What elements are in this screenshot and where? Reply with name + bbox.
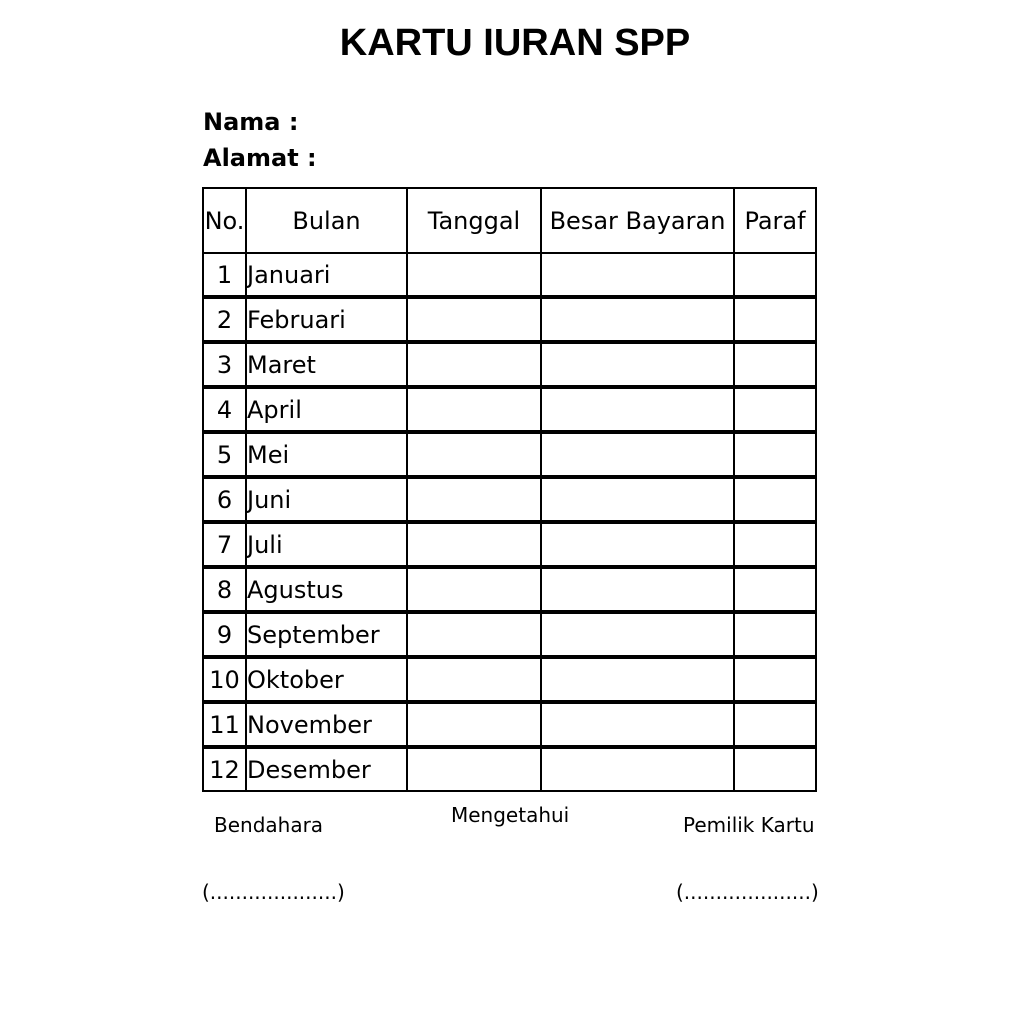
row-number: 1 bbox=[203, 253, 246, 297]
row-number: 10 bbox=[203, 657, 246, 702]
table-row bbox=[203, 253, 816, 297]
table-row bbox=[203, 387, 816, 432]
besar-bayaran-cell bbox=[541, 522, 734, 567]
tanggal-cell bbox=[407, 567, 541, 612]
tanggal-cell bbox=[407, 612, 541, 657]
row-number: 5 bbox=[203, 432, 246, 477]
tanggal-cell bbox=[407, 522, 541, 567]
row-number: 3 bbox=[203, 342, 246, 387]
payment-table bbox=[202, 187, 817, 792]
table-row bbox=[203, 657, 816, 702]
row-number: 4 bbox=[203, 387, 246, 432]
besar-bayaran-cell bbox=[541, 657, 734, 702]
row-month: Desember bbox=[246, 747, 407, 791]
row-month: Mei bbox=[246, 432, 407, 477]
signature-line-bendahara: (....................) bbox=[202, 880, 345, 904]
nama-label: Nama : bbox=[203, 108, 299, 136]
row-month: September bbox=[246, 612, 407, 657]
header-bulan: Bulan bbox=[246, 188, 407, 253]
tanggal-cell bbox=[407, 747, 541, 791]
besar-bayaran-cell bbox=[541, 567, 734, 612]
card-title: KARTU IURAN SPP bbox=[339, 22, 691, 64]
paraf-cell bbox=[734, 477, 816, 522]
besar-bayaran-cell bbox=[541, 253, 734, 297]
table-row bbox=[203, 522, 816, 567]
mengetahui-label: Mengetahui bbox=[451, 803, 570, 827]
signature-line-pemilik: (....................) bbox=[676, 880, 819, 904]
paraf-cell bbox=[734, 342, 816, 387]
row-number: 12 bbox=[203, 747, 246, 791]
row-number: 8 bbox=[203, 567, 246, 612]
table-row bbox=[203, 432, 816, 477]
table-row bbox=[203, 342, 816, 387]
besar-bayaran-cell bbox=[541, 612, 734, 657]
tanggal-cell bbox=[407, 702, 541, 747]
table-row bbox=[203, 747, 816, 791]
row-number: 11 bbox=[203, 702, 246, 747]
paraf-cell bbox=[734, 747, 816, 791]
paraf-cell bbox=[734, 612, 816, 657]
besar-bayaran-cell bbox=[541, 477, 734, 522]
tanggal-cell bbox=[407, 253, 541, 297]
pemilik-kartu-label: Pemilik Kartu bbox=[683, 813, 815, 837]
row-month: Februari bbox=[246, 297, 407, 342]
row-month: November bbox=[246, 702, 407, 747]
row-number: 2 bbox=[203, 297, 246, 342]
besar-bayaran-cell bbox=[541, 747, 734, 791]
table-row bbox=[203, 297, 816, 342]
row-number: 6 bbox=[203, 477, 246, 522]
tanggal-cell bbox=[407, 477, 541, 522]
row-month: Agustus bbox=[246, 567, 407, 612]
paraf-cell bbox=[734, 567, 816, 612]
bendahara-label: Bendahara bbox=[214, 813, 324, 837]
row-month: Maret bbox=[246, 342, 407, 387]
besar-bayaran-cell bbox=[541, 702, 734, 747]
tanggal-cell bbox=[407, 297, 541, 342]
paraf-cell bbox=[734, 253, 816, 297]
tanggal-cell bbox=[407, 387, 541, 432]
table-header-row bbox=[203, 188, 816, 253]
paraf-cell bbox=[734, 297, 816, 342]
header-no: No. bbox=[203, 188, 246, 253]
table-row bbox=[203, 567, 816, 612]
besar-bayaran-cell bbox=[541, 297, 734, 342]
row-month: Juli bbox=[246, 522, 407, 567]
tanggal-cell bbox=[407, 342, 541, 387]
table-row bbox=[203, 612, 816, 657]
tanggal-cell bbox=[407, 657, 541, 702]
row-month: April bbox=[246, 387, 407, 432]
row-month: Oktober bbox=[246, 657, 407, 702]
row-month: Juni bbox=[246, 477, 407, 522]
besar-bayaran-cell bbox=[541, 432, 734, 477]
tanggal-cell bbox=[407, 432, 541, 477]
paraf-cell bbox=[734, 432, 816, 477]
paraf-cell bbox=[734, 657, 816, 702]
header-paraf: Paraf bbox=[734, 188, 816, 253]
besar-bayaran-cell bbox=[541, 387, 734, 432]
row-month: Januari bbox=[246, 253, 407, 297]
alamat-label: Alamat : bbox=[203, 144, 317, 172]
header-besar-bayaran: Besar Bayaran bbox=[541, 188, 734, 253]
table-row bbox=[203, 702, 816, 747]
row-number: 9 bbox=[203, 612, 246, 657]
header-tanggal: Tanggal bbox=[407, 188, 541, 253]
paraf-cell bbox=[734, 702, 816, 747]
besar-bayaran-cell bbox=[541, 342, 734, 387]
table-row bbox=[203, 477, 816, 522]
row-number: 7 bbox=[203, 522, 246, 567]
paraf-cell bbox=[734, 522, 816, 567]
paraf-cell bbox=[734, 387, 816, 432]
